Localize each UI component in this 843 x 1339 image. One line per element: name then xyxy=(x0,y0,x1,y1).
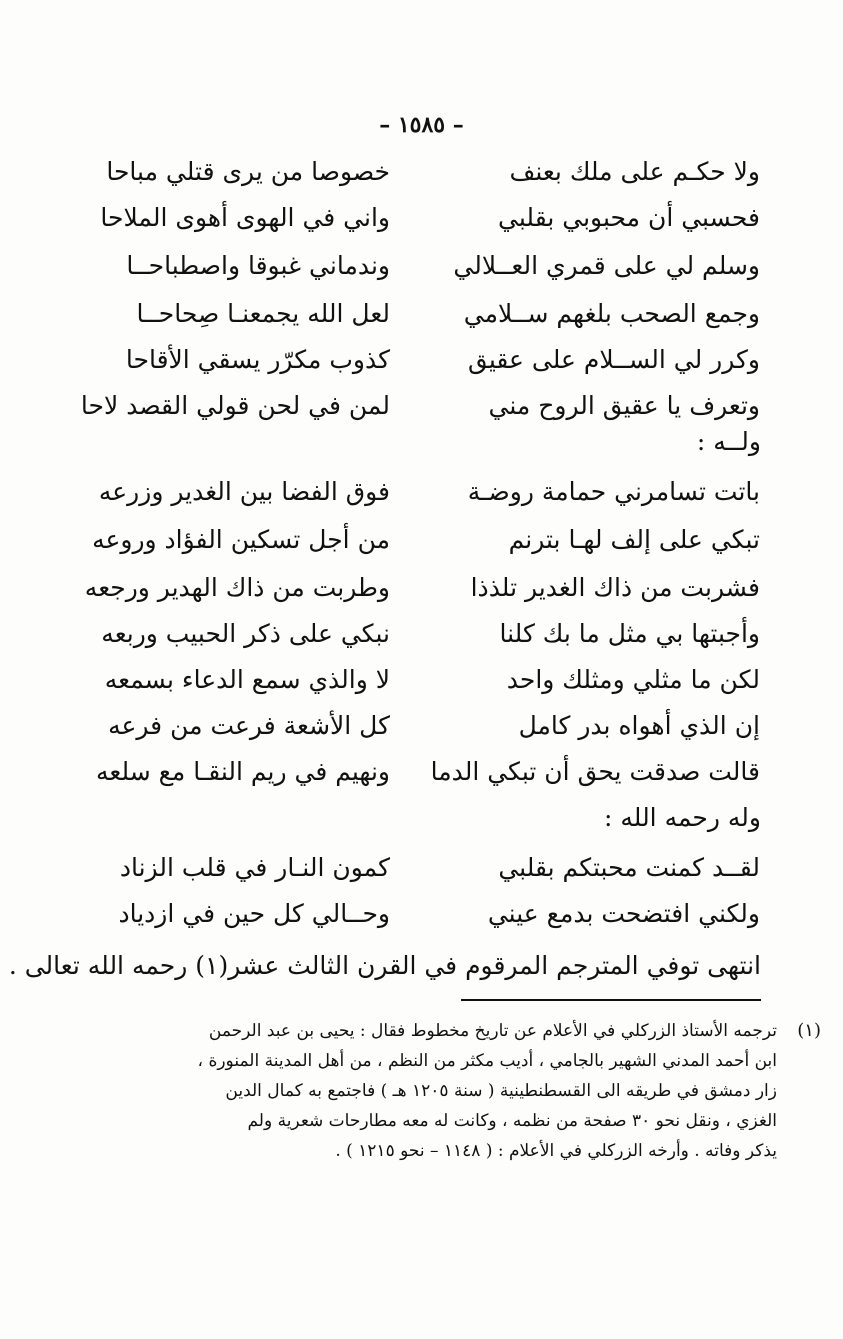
second-hemistich: كل الأشعة فرعت من فرعه xyxy=(108,711,390,740)
footnote-line: ابن أحمد المدني الشهير بالجامي ، أديب مكثر من النظم ، من أهل المدينة المنورة ، xyxy=(197,1051,777,1071)
verse xyxy=(60,658,760,702)
footnote-line: الغزي ، ونقل نحو ٣٠ صفحة من نظمه ، وكانت له معه مطارحات شعرية ولم xyxy=(247,1111,777,1131)
verse xyxy=(60,892,760,936)
second-hemistich: من أجل تسكين الفؤاد وروعه xyxy=(92,525,390,554)
poem-3-intro: وله رحمه الله : xyxy=(604,803,761,832)
footnote xyxy=(90,1016,821,1166)
verse xyxy=(60,566,760,610)
second-hemistich: لا والذي سمع الدعاء بسمعه xyxy=(104,665,390,694)
verse xyxy=(60,846,760,890)
first-hemistich: وسلم لي على قمري العــلالي xyxy=(453,251,760,280)
first-hemistich: إن الذي أهواه بدر كامل xyxy=(518,711,760,740)
first-hemistich: فشربت من ذاك الغدير تلذذا xyxy=(470,573,760,602)
second-hemistich: وطربت من ذاك الهدير ورجعه xyxy=(84,573,390,602)
verse xyxy=(60,612,760,656)
first-hemistich: لكن ما مثلي ومثلك واحد xyxy=(506,665,760,694)
second-hemistich: لعل الله يجمعنـا صِحاحــا xyxy=(136,299,390,328)
first-hemistich: وأجبتها بي مثل ما بك كلنا xyxy=(499,619,760,648)
page-number: – ١٥٨٥ – xyxy=(379,112,464,138)
second-hemistich: نبكي على ذكر الحبيب وربعه xyxy=(101,619,390,648)
verse xyxy=(60,470,760,514)
second-hemistich: فوق الفضا بين الغدير وزرعه xyxy=(98,477,390,506)
first-hemistich: باتت تسامرني حمامة روضـة xyxy=(467,477,760,506)
first-hemistich: وكرر لي الســلام على عقيق xyxy=(468,345,760,374)
first-hemistich: قالت صدقت يحق أن تبكي الدما xyxy=(430,757,760,786)
verse xyxy=(60,292,760,336)
first-hemistich: فحسبي أن محبوبي بقلبي xyxy=(498,203,760,232)
closing-line: انتهى توفي المترجم المرقوم في القرن الثالث عشر(١) رحمه الله تعالى . xyxy=(8,951,761,980)
verse xyxy=(60,704,760,748)
first-hemistich: لقــد كمنت محبتكم بقلبي xyxy=(498,853,760,882)
second-hemistich: كمون النـار في قلب الزناد xyxy=(119,853,390,882)
verse xyxy=(60,244,760,288)
verse xyxy=(60,196,760,240)
footnote-line: زار دمشق في طريقه الى القسطنطينية ( سنة ١٢٠٥ هـ ) فاجتمع به كمال الدين xyxy=(225,1081,777,1101)
second-hemistich: كذوب مكرّر يسقي الأقاحا xyxy=(125,345,390,374)
footnote-separator xyxy=(461,999,761,1001)
poem-2-intro: ولــه : xyxy=(696,427,761,456)
second-hemistich: وحــالي كل حين في ازدياد xyxy=(118,899,390,928)
verse xyxy=(60,150,760,194)
second-hemistich: وندماني غبوقا واصطباحــا xyxy=(126,251,390,280)
first-hemistich: وتعرف يا عقيق الروح مني xyxy=(488,391,760,420)
first-hemistich: تبكي على إلف لهـا بترنم xyxy=(508,525,760,554)
first-hemistich: ولا حكـم على ملك بعنف xyxy=(509,157,760,186)
verse xyxy=(60,384,760,428)
verse xyxy=(60,518,760,562)
footnote-line: ترجمه الأستاذ الزركلي في الأعلام عن تاريخ مخطوط فقال : يحيى بن عبد الرحمن xyxy=(208,1021,777,1041)
second-hemistich: لمن في لحن قولي القصد لاحا xyxy=(80,391,390,420)
first-hemistich: ولكني افتضحت بدمع عيني xyxy=(487,899,760,928)
footnote-marker: (١) xyxy=(797,1020,821,1041)
first-hemistich: وجمع الصحب بلغهم ســلامي xyxy=(463,299,760,328)
footnote-line: يذكر وفاته . وأرخه الزركلي في الأعلام : ( ١١٤٨ – نحو ١٢١٥ ) . xyxy=(335,1141,777,1161)
verse xyxy=(60,750,760,794)
second-hemistich: خصوصا من يرى قتلي مباحا xyxy=(106,157,390,186)
second-hemistich: واني في الهوى أهوى الملاحا xyxy=(100,203,390,232)
verse xyxy=(60,338,760,382)
second-hemistich: ونهيم في ريم النقـا مع سلعه xyxy=(95,757,390,786)
